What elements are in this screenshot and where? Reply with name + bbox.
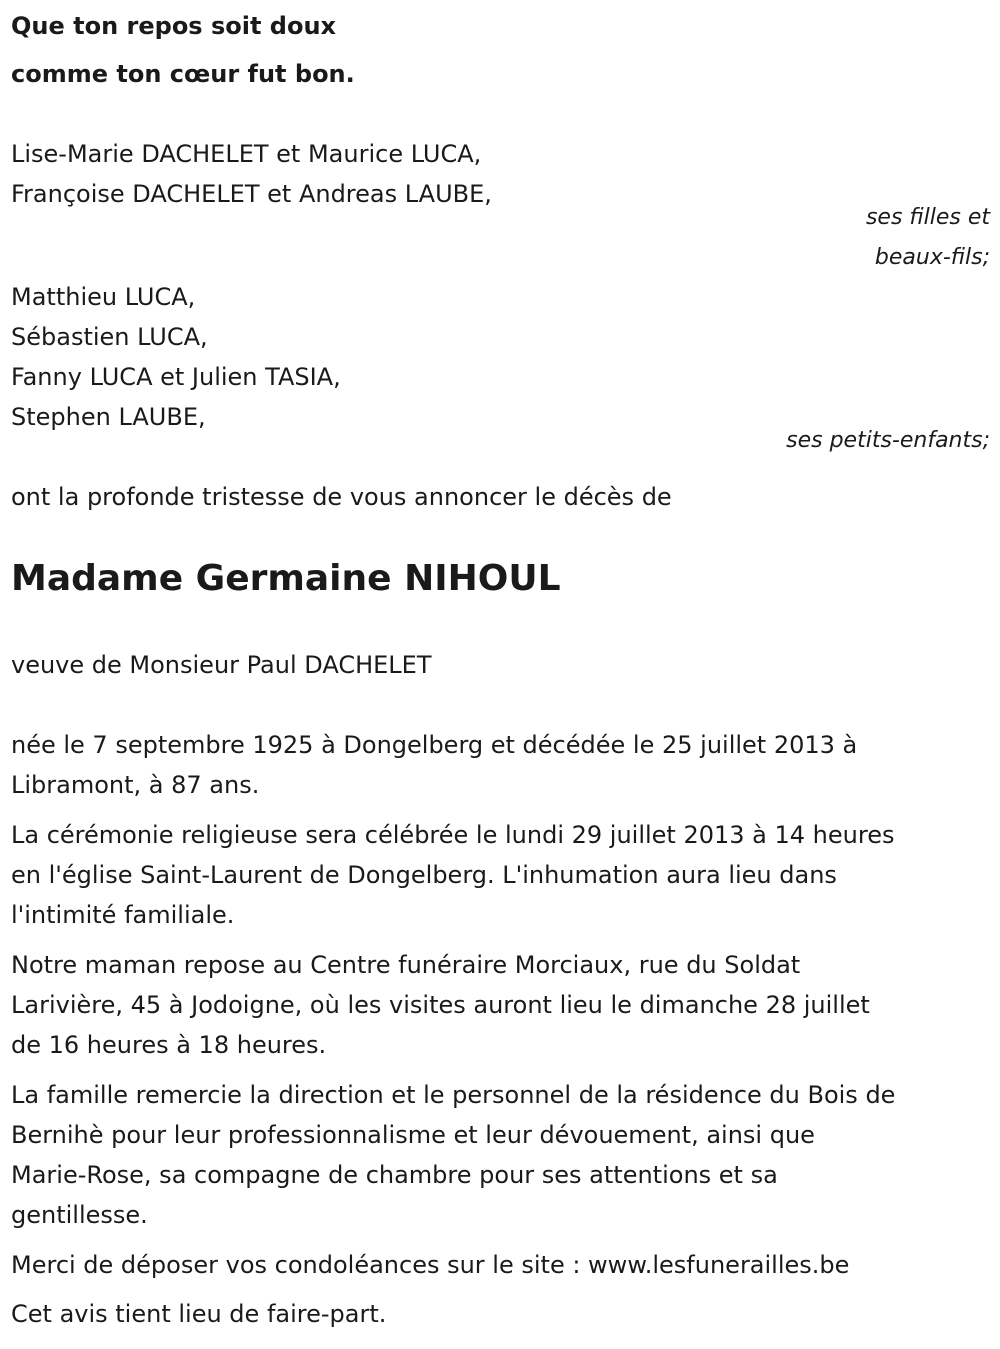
thanks-line-4: gentillesse. [11,1201,148,1229]
grandchild-1: Matthieu LUCA, [11,283,196,311]
announcement-text: ont la profonde tristesse de vous annoncer le décès de [11,483,672,511]
grandchild-4: Stephen LAUBE, [11,403,206,431]
visits-line-1: Notre maman repose au Centre funéraire Morciaux, rue du Soldat [11,951,801,979]
grandchildren-relation: ses petits-enfants; [786,428,990,453]
widow-of-text: veuve de Monsieur Paul DACHELET [11,651,432,679]
deceased-name: Madame Germaine NIHOUL [11,558,561,599]
ceremony-line-2: en l'église Saint-Laurent de Dongelberg. L'inhumation aura lieu dans [11,861,837,889]
ceremony-line-3: l'intimité familiale. [11,901,235,929]
grandchild-3: Fanny LUCA et Julien TASIA, [11,363,341,391]
daughter-couple-1: Lise-Marie DACHELET et Maurice LUCA, [11,140,482,168]
thanks-line-3: Marie-Rose, sa compagne de chambre pour ses attentions et sa [11,1161,778,1189]
condolences-text: Merci de déposer vos condoléances sur le site : www.lesfunerailles.be [11,1251,850,1279]
birth-death-line-2: Libramont, à 87 ans. [11,771,260,799]
closing-text: Cet avis tient lieu de faire-part. [11,1300,387,1328]
birth-death-line-1: née le 7 septembre 1925 à Dongelberg et décédée le 25 juillet 2013 à [11,731,858,759]
daughters-relation-line-2: beaux-fils; [874,245,990,270]
visits-line-3: de 16 heures à 18 heures. [11,1031,327,1059]
daughters-relation-line-1: ses filles et [865,205,990,230]
epigraph-line-2: comme ton cœur fut bon. [11,60,355,88]
ceremony-line-1: La cérémonie religieuse sera célébrée le lundi 29 juillet 2013 à 14 heures [11,821,895,849]
epigraph-line-1: Que ton repos soit doux [11,12,337,40]
grandchild-2: Sébastien LUCA, [11,323,208,351]
visits-line-2: Larivière, 45 à Jodoigne, où les visites auront lieu le dimanche 28 juillet [11,991,870,1019]
thanks-line-1: La famille remercie la direction et le personnel de la résidence du Bois de [11,1081,896,1109]
thanks-line-2: Bernihè pour leur professionnalisme et leur dévouement, ainsi que [11,1121,815,1149]
daughter-couple-2: Françoise DACHELET et Andreas LAUBE, [11,180,492,208]
